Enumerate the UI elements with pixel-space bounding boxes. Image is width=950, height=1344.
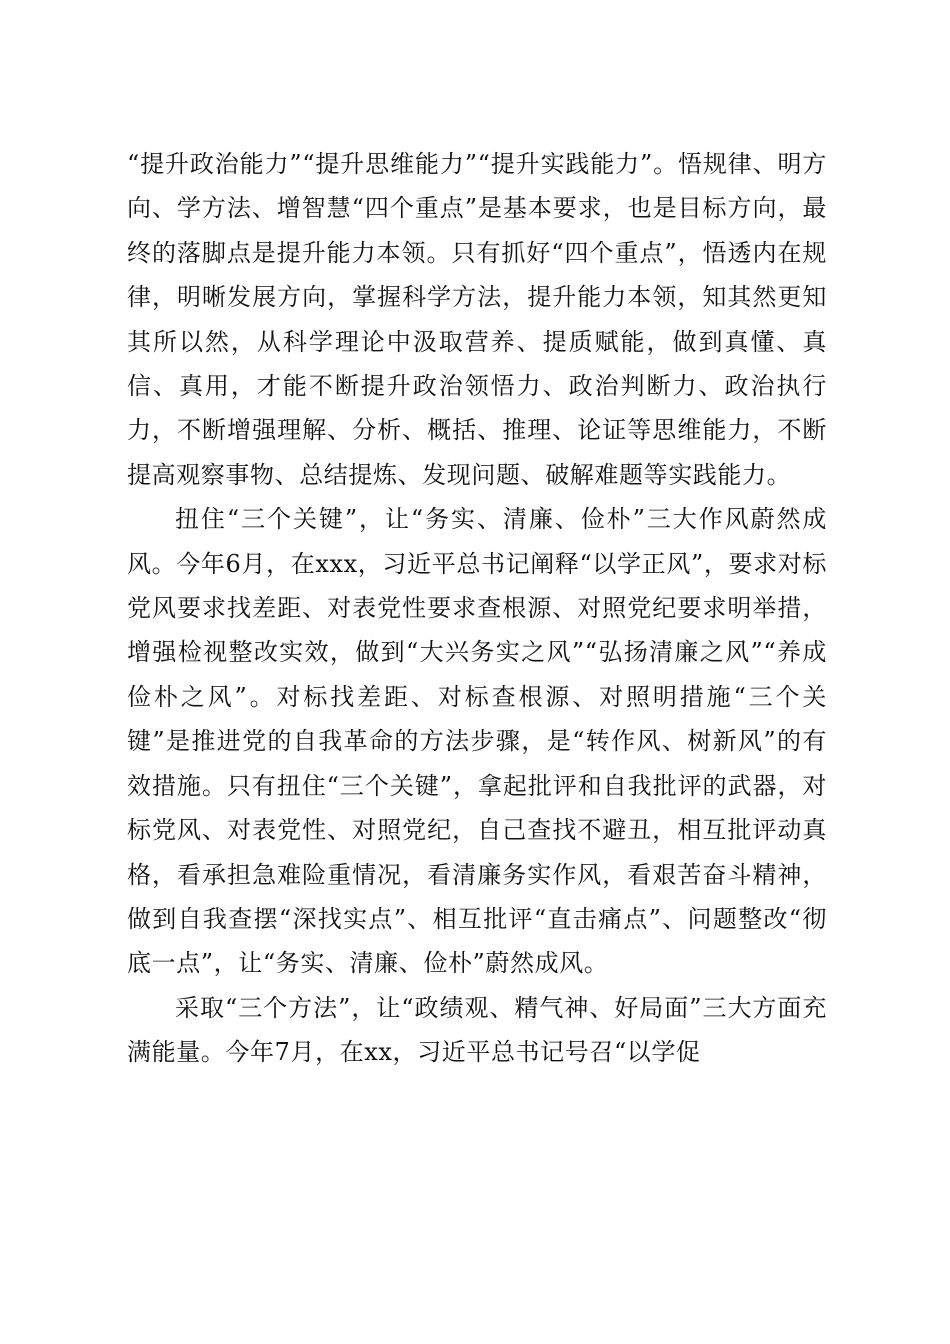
paragraph-three-methods: 采取“三个方法”，让“政绩观、精气神、好局面”三大方面充满能量。今年7月，在xx，习近平总书记号召“以学促 bbox=[127, 993, 827, 1067]
document-body bbox=[127, 142, 827, 1075]
paragraph-three-keys: 扭住“三个关键”，让“务实、清廉、俭朴”三大作风蔚然成风。今年6月，在xxx，习近平总书记阐释“以学正风”，要求对标党风要求找差距、对表党性要求查根源、对照党纪要求明举措，增强检视整改实效，做到“大兴务实之风”“弘扬清廉之风”“养成俭朴之风”。对标找差距、对标查根源、对照明措施“三个关键”是推进党的自我革命的方法步骤，是“转作风、树新风”的有效措施。只有扭住“三个关键”，拿起批评和自我批评的武器，对标党风、对表党性、对照党纪，自己查找不避丑，相互批评动真格，看承担急难险重情况，看清廉务实作风，看艰苦奋斗精神，做到自我查摆“深找实点”、相互批评“直击痛点”、问题整改“彻底一点”，让“务实、清廉、俭朴”蔚然成风。 bbox=[127, 505, 827, 978]
paragraph-continued: “提升政治能力”“提升思维能力”“提升实践能力”。悟规律、明方向、学方法、增智慧“四个重点”是基本要求，也是目标方向，最终的落脚点是提升能力本领。只有抓好“四个重点”，悟透内在规律，明晰发展方向，掌握科学方法，提升能力本领，知其然更知其所以然，从科学理论中汲取营养、提质赋能，做到真懂、真信、真用，才能不断提升政治领悟力、政治判断力、政治执行力，不断增强理解、分析、概括、推理、论证等思维能力，不断提高观察事物、总结提炼、发现问题、破解难题等实践能力。 bbox=[127, 150, 827, 489]
